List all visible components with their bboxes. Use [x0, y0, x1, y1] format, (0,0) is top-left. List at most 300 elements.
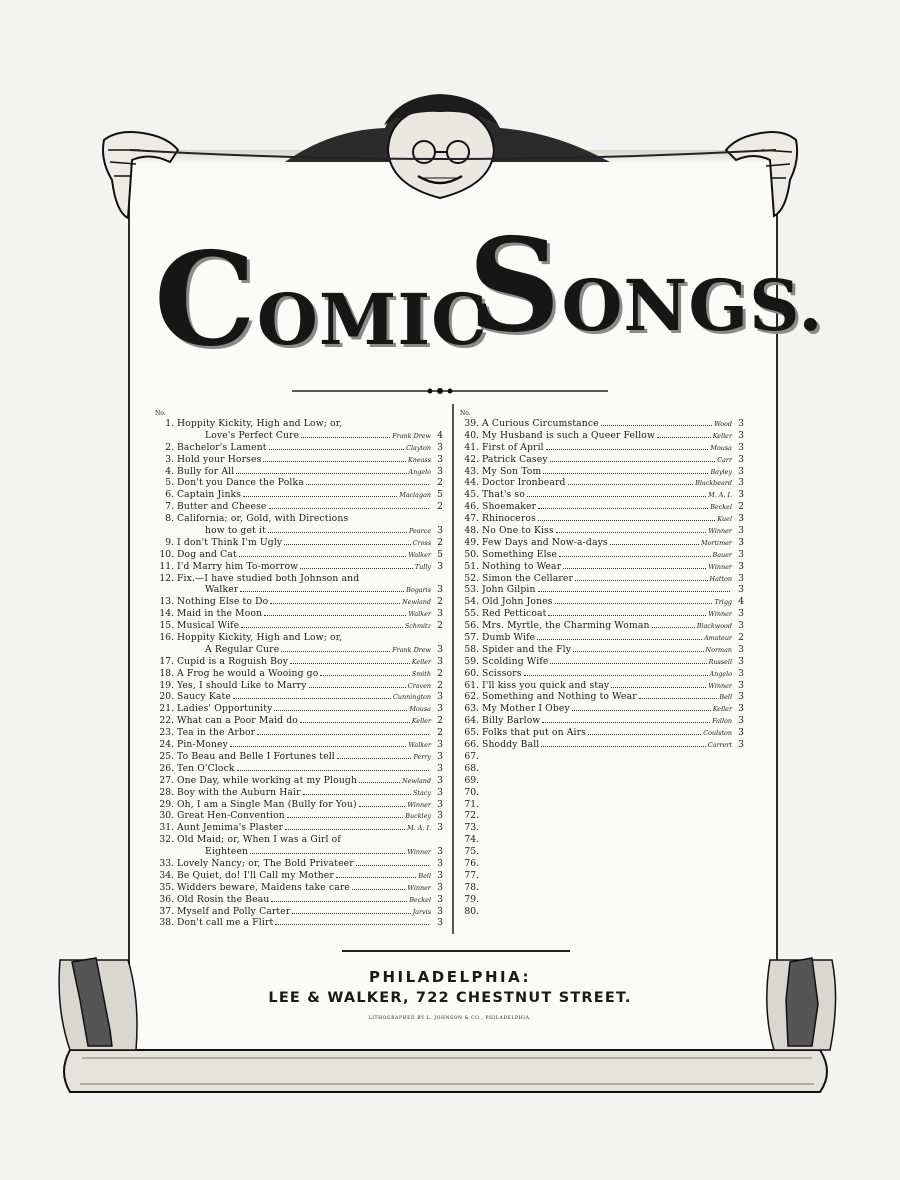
song-price: 3 — [738, 441, 744, 453]
song-author: Kneass — [407, 455, 431, 464]
imprint-lithographer: LITHOGRAPHED BY L. JOHNSON & CO., PHILADELPHIA. — [368, 1016, 532, 1021]
song-author: Walker — [408, 550, 431, 559]
song-number: 45. — [464, 489, 479, 501]
list-item — [460, 894, 744, 906]
song-number: 55. — [464, 608, 479, 620]
leader-dots — [240, 591, 404, 592]
song-number: 72. — [464, 810, 479, 822]
song-number: 31. — [159, 822, 174, 834]
list-item — [460, 418, 744, 430]
leader-dots — [281, 651, 390, 652]
song-price: 3 — [738, 608, 744, 620]
song-price: 3 — [437, 857, 443, 869]
list-item — [460, 596, 744, 608]
song-number: 74. — [464, 834, 479, 846]
song-number: 8. — [165, 513, 174, 525]
list-item — [460, 763, 744, 775]
song-title: Great Hen-Convention — [177, 810, 285, 822]
song-price: 3 — [437, 525, 443, 537]
leader-dots — [301, 437, 390, 438]
song-number: 39. — [464, 418, 479, 429]
song-author: Keller — [411, 657, 431, 666]
leader-dots — [559, 556, 710, 557]
leader-dots — [550, 663, 706, 664]
leader-dots — [538, 508, 708, 509]
song-author: Cunnington — [392, 693, 431, 702]
song-number: 51. — [464, 560, 479, 572]
list-item — [155, 513, 443, 525]
song-author: Winner — [708, 562, 732, 571]
song-number: 3. — [165, 453, 174, 465]
song-author: Bayley — [710, 467, 732, 476]
song-number: 9. — [165, 536, 174, 548]
song-price: 3 — [738, 727, 744, 739]
list-item — [155, 775, 443, 787]
song-price: 3 — [738, 703, 744, 715]
leader-dots — [548, 615, 706, 616]
song-price: 3 — [437, 584, 443, 596]
song-title: Tea in the Arbor — [177, 727, 256, 739]
song-author: M. A. I. — [708, 491, 732, 500]
list-item — [460, 430, 744, 442]
song-number: 44. — [464, 477, 479, 489]
song-title: No One to Kiss — [482, 525, 554, 537]
song-number: 14. — [159, 608, 174, 620]
song-price: 3 — [437, 739, 443, 751]
song-author: Tully — [414, 562, 431, 571]
leader-dots — [556, 532, 707, 533]
leader-dots — [287, 817, 403, 818]
list-item — [155, 882, 443, 894]
leader-dots — [546, 449, 709, 450]
song-price: 2 — [437, 620, 443, 632]
song-price: 2 — [437, 501, 443, 513]
song-title: Rhinoceros — [482, 513, 536, 525]
song-number: 58. — [464, 643, 479, 655]
song-price: 3 — [738, 525, 744, 537]
song-price: 3 — [437, 786, 443, 798]
song-price: 3 — [738, 679, 744, 691]
hand-icon — [726, 132, 797, 216]
song-title: Shoemaker — [482, 501, 537, 513]
song-price: 3 — [437, 881, 443, 893]
song-price: 3 — [437, 798, 443, 810]
imprint-rule — [342, 950, 570, 952]
leader-dots — [538, 591, 730, 592]
song-number: 7. — [165, 501, 174, 513]
song-price: 3 — [738, 655, 744, 667]
song-number: 63. — [464, 703, 479, 715]
leader-dots — [575, 580, 707, 581]
leader-dots — [250, 853, 405, 854]
list-item — [460, 561, 744, 573]
song-price: 3 — [437, 750, 443, 762]
list-item — [155, 430, 443, 442]
list-item — [155, 608, 443, 620]
leader-dots — [337, 758, 412, 759]
leader-dots — [555, 603, 713, 604]
list-item — [460, 858, 744, 870]
list-item — [155, 561, 443, 573]
leader-dots — [292, 913, 410, 914]
song-price: 3 — [738, 513, 744, 525]
leader-dots — [573, 651, 703, 652]
song-number: 27. — [159, 774, 174, 786]
leader-dots — [568, 484, 694, 485]
list-header: No. — [155, 410, 166, 417]
list-item — [460, 787, 744, 799]
leader-dots — [237, 770, 429, 771]
song-title: Billy Barlow — [482, 715, 541, 727]
song-number: 54. — [464, 596, 479, 608]
song-number: 6. — [165, 489, 174, 501]
list-item — [155, 549, 443, 561]
list-item — [460, 632, 744, 644]
song-author: Keller — [712, 431, 732, 440]
leader-dots — [359, 782, 400, 783]
leader-dots — [290, 663, 410, 664]
leader-dots — [270, 603, 400, 604]
song-title: Musical Wife — [177, 620, 240, 632]
list-item — [155, 846, 443, 858]
song-price: 3 — [738, 560, 744, 572]
song-number: 1. — [165, 418, 174, 429]
song-title: A Regular Cure — [205, 643, 280, 655]
song-number: 18. — [159, 667, 174, 679]
leader-dots — [563, 568, 706, 569]
song-number: 33. — [159, 857, 174, 869]
song-title: Scissors — [482, 667, 522, 679]
song-price: 3 — [738, 691, 744, 703]
song-author: Winner — [708, 610, 732, 619]
list-item — [155, 584, 443, 596]
list-item — [460, 489, 744, 501]
list-item — [460, 870, 744, 882]
list-item — [155, 596, 443, 608]
song-title: A Frog he would a Wooing go — [177, 667, 319, 679]
song-price: 2 — [437, 667, 443, 679]
song-number: 5. — [165, 477, 174, 489]
song-number: 73. — [464, 822, 479, 834]
song-title: Scolding Wife — [482, 655, 549, 667]
list-item — [460, 680, 744, 692]
song-title: Maid in the Moon — [177, 608, 263, 620]
song-author: Russell — [708, 657, 732, 666]
song-title: That's so — [482, 489, 525, 501]
song-number: 24. — [159, 739, 174, 751]
list-item — [460, 727, 744, 739]
song-title: I'd Marry him To-morrow — [177, 560, 299, 572]
song-title: California; or, Gold, with Directions — [177, 513, 349, 525]
song-author: Walker — [408, 741, 431, 750]
song-price: 3 — [437, 917, 443, 929]
song-price: 3 — [738, 477, 744, 489]
column-divider — [452, 404, 454, 934]
song-number: 17. — [159, 655, 174, 667]
song-title: Fix.—I have studied both Johnson and — [177, 572, 360, 584]
song-price: 2 — [738, 632, 744, 644]
song-author: Kuel — [717, 515, 732, 524]
song-number: 79. — [464, 893, 479, 905]
song-number: 38. — [159, 917, 174, 929]
song-number: 53. — [464, 584, 479, 596]
song-author: Winner — [407, 848, 431, 857]
song-title: Bachelor's Lament — [177, 441, 267, 453]
song-price: 4 — [437, 429, 443, 441]
list-item — [460, 620, 744, 632]
song-title: To Beau and Belle I Fortunes tell — [177, 750, 335, 762]
song-author: Bauer — [712, 550, 732, 559]
song-price: 3 — [738, 548, 744, 560]
song-title: Folks that put on Airs — [482, 727, 587, 739]
song-author: Blackwood — [696, 622, 732, 631]
list-item — [460, 584, 744, 596]
song-number: 70. — [464, 786, 479, 798]
song-number: 68. — [464, 762, 479, 774]
song-price: 3 — [437, 465, 443, 477]
song-number: 43. — [464, 465, 479, 477]
list-item — [460, 608, 744, 620]
list-item — [155, 477, 443, 489]
song-number: 78. — [464, 881, 479, 893]
leader-dots — [543, 473, 708, 474]
song-author: Buckley — [405, 812, 431, 821]
list-item — [460, 691, 744, 703]
song-number: 36. — [159, 893, 174, 905]
list-item — [155, 620, 443, 632]
song-number: 23. — [159, 727, 174, 739]
song-author: Beckel — [409, 895, 431, 904]
song-number: 69. — [464, 774, 479, 786]
leader-dots — [264, 615, 406, 616]
song-author: Bell — [719, 693, 732, 702]
song-author: Newland — [402, 598, 431, 607]
imprint-publisher: LEE & WALKER, 722 CHESTNUT STREET. — [268, 990, 632, 1006]
song-price: 4 — [738, 596, 744, 608]
list-item — [155, 501, 443, 513]
leader-dots — [243, 496, 397, 497]
song-number: 80. — [464, 905, 479, 917]
song-price: 3 — [437, 774, 443, 786]
song-number: 16. — [159, 632, 174, 644]
ornamental-rule — [292, 388, 608, 394]
leader-dots — [320, 675, 409, 676]
song-number: 47. — [464, 513, 479, 525]
song-title: Dog and Cat — [177, 548, 237, 560]
leader-dots — [356, 865, 429, 866]
song-author: Norman — [705, 645, 732, 654]
song-number: 32. — [159, 834, 174, 846]
list-item — [155, 727, 443, 739]
grinning-man-icon — [285, 94, 610, 198]
leader-dots — [263, 461, 406, 462]
leader-dots — [274, 710, 407, 711]
song-price: 3 — [738, 620, 744, 632]
song-title: Red Petticoat — [482, 608, 547, 620]
list-item — [460, 549, 744, 561]
title-word-comic: COMIC — [154, 225, 488, 375]
leader-dots — [538, 520, 715, 521]
list-item — [155, 906, 443, 918]
song-title: A Curious Circumstance — [482, 418, 599, 429]
song-author: Mortimer — [701, 538, 732, 547]
list-item — [460, 537, 744, 549]
list-item — [460, 501, 744, 513]
song-title: Shoddy Ball — [482, 739, 540, 751]
leader-dots — [271, 901, 407, 902]
leader-dots — [336, 877, 417, 878]
song-number: 41. — [464, 441, 479, 453]
song-price: 3 — [738, 715, 744, 727]
song-number: 56. — [464, 620, 479, 632]
song-author: Craven — [407, 681, 431, 690]
song-title: Something and Nothing to Wear — [482, 691, 637, 703]
leader-dots — [275, 924, 429, 925]
list-item — [460, 834, 744, 846]
song-title: Don't you Dance the Polka — [177, 477, 304, 489]
song-title: Be Quiet, do! I'll Call my Mother — [177, 869, 334, 881]
list-item — [155, 454, 443, 466]
song-title: Don't call me a Flirt — [177, 917, 274, 929]
song-price: 3 — [437, 655, 443, 667]
song-author: Winner — [708, 527, 732, 536]
song-title: Yes, I should Like to Marry — [177, 679, 307, 691]
song-title: I'll kiss you quick and stay — [482, 679, 610, 691]
song-number: 21. — [159, 703, 174, 715]
song-price: 3 — [738, 667, 744, 679]
song-price: 3 — [437, 560, 443, 572]
song-title: Hoppity Kickity, High and Low; or, — [177, 632, 343, 644]
song-author: Clayton — [406, 443, 431, 452]
song-price: 3 — [437, 643, 443, 655]
song-price: 3 — [738, 453, 744, 465]
song-price: 3 — [437, 762, 443, 774]
song-title: Nothing Else to Do — [177, 596, 269, 608]
song-author: Wood — [714, 420, 732, 428]
list-item — [155, 691, 443, 703]
leader-dots — [233, 698, 391, 699]
leader-dots — [611, 687, 706, 688]
leader-dots — [241, 627, 403, 628]
imprint-city: PHILADELPHIA: — [368, 968, 532, 986]
list-item — [155, 418, 443, 430]
leader-dots — [303, 794, 411, 795]
leader-dots — [309, 687, 406, 688]
song-number: 37. — [159, 905, 174, 917]
song-price: 3 — [437, 810, 443, 822]
leader-dots — [269, 508, 429, 509]
song-title: Nothing to Wear — [482, 560, 562, 572]
song-author: Keller — [712, 705, 732, 714]
list-item — [155, 644, 443, 656]
song-title: My Son Tom — [482, 465, 542, 477]
list-item — [460, 668, 744, 680]
leader-dots — [300, 568, 413, 569]
song-number: 60. — [464, 667, 479, 679]
song-price: 3 — [738, 584, 744, 596]
song-title: I don't Think I'm Ugly — [177, 536, 283, 548]
song-title: Mrs. Myrtle, the Charming Woman — [482, 620, 650, 632]
list-item — [460, 466, 744, 478]
song-author: Frank Drew — [392, 645, 431, 654]
song-title: Myself and Polly Carter — [177, 905, 291, 917]
song-number: 30. — [159, 810, 174, 822]
song-title: John Gilpin — [482, 584, 536, 596]
song-author: Beckel — [710, 503, 732, 512]
list-item — [155, 703, 443, 715]
song-number: 62. — [464, 691, 479, 703]
song-number: 4. — [165, 465, 174, 477]
list-item — [460, 775, 744, 787]
song-author: Bogaris — [406, 586, 431, 595]
song-title: Saucy Kate — [177, 691, 231, 703]
title-word-songs: SONGS. — [468, 211, 824, 361]
list-item — [460, 739, 744, 751]
list-item — [460, 703, 744, 715]
song-number: 48. — [464, 525, 479, 537]
leader-dots — [541, 746, 705, 747]
song-author: Carrert — [707, 741, 732, 750]
list-item — [155, 834, 443, 846]
list-item — [155, 739, 443, 751]
list-item — [155, 715, 443, 727]
song-author: Winner — [407, 800, 431, 809]
leader-dots — [306, 484, 429, 485]
song-number: 40. — [464, 429, 479, 441]
song-author: Bell — [418, 871, 431, 880]
list-item — [155, 632, 443, 644]
song-number: 46. — [464, 501, 479, 513]
song-number: 71. — [464, 798, 479, 810]
song-price: 3 — [437, 905, 443, 917]
list-item — [155, 573, 443, 585]
song-price: 2 — [437, 536, 443, 548]
song-number: 42. — [464, 453, 479, 465]
song-price: 3 — [437, 893, 443, 905]
list-item — [155, 858, 443, 870]
list-item — [460, 573, 744, 585]
hand-icon — [103, 132, 178, 218]
song-author: Stacy — [413, 788, 431, 797]
song-title: how to get it — [205, 525, 266, 537]
song-author: Mousa — [710, 443, 732, 452]
list-item — [155, 525, 443, 537]
song-number: 76. — [464, 857, 479, 869]
song-author: Angelo — [709, 669, 732, 678]
song-number: 26. — [159, 762, 174, 774]
song-title: Eighteen — [205, 846, 249, 858]
list-item — [460, 715, 744, 727]
song-number: 59. — [464, 655, 479, 667]
song-title: Something Else — [482, 548, 558, 560]
song-title: Walker — [205, 584, 239, 596]
list-item — [155, 917, 443, 929]
song-number: 64. — [464, 715, 479, 727]
song-price: 3 — [738, 465, 744, 477]
list-item — [460, 799, 744, 811]
list-item — [460, 906, 744, 918]
list-item — [460, 846, 744, 858]
song-number: 75. — [464, 846, 479, 858]
list-item — [460, 442, 744, 454]
song-author: Angelo — [408, 467, 431, 476]
song-price: 5 — [437, 548, 443, 560]
song-title: Bully for All — [177, 465, 235, 477]
leader-dots — [352, 889, 405, 890]
song-title: Boy with the Auburn Hair — [177, 786, 301, 798]
leader-dots — [610, 544, 699, 545]
song-title: Old Rosin the Beau — [177, 893, 270, 905]
